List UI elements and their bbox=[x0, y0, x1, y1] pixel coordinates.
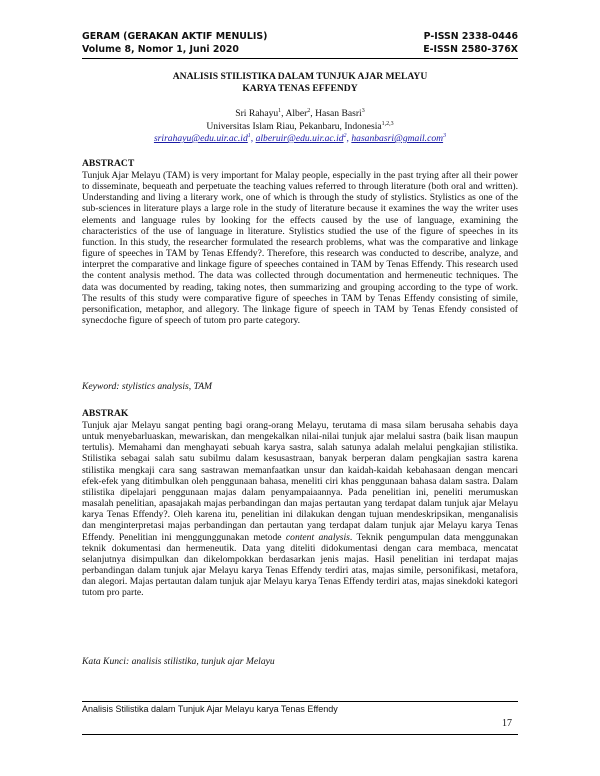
email-link-2[interactable]: alberuir@edu.uir.ac.id bbox=[255, 133, 344, 144]
abstract-body: Tunjuk Ajar Melayu (TAM) is very important for Malay people, especially in the past trying after all their power to disseminate, bequeath and perpetuate the teaching values referred to through literature (both oral and written). Understanding and living a literary work, one of which is through the study of stylistics. Stylistics as one of the sub-sciences in literature plays a large role in the study of literature because it examines the way the writer uses elements and language rules by looking for the effects caused by the use of language, examining the characteristics of the use of language in literature. Stylistics studied the use of the figure of speeches in its function. In this study, the researcher formulated the research problems, what was the comparative and linkage figure of speeches in TAM by Tenas Effendy?. Therefore, this research was conducted to describe, analyze, and interpret the comparative and linkage figure of speeches contained in TAM by Tenas Effendy. This research used the content analysis method. The data was collected through documentation and hermeneutic techniques. The data was documented by reading, taking notes, then summarizing and grouping according to the type of work. The results of this study were comparative figure of speeches in TAM by Tenas Effendy consisting of simile, personification, metaphor, and allegory. The linkage figure of speech in TAM by Tenas Efendy consisted of synecdoche figure of speech of tutom pro parte category. bbox=[82, 170, 518, 327]
abstrak-text-a: Tunjuk ajar Melayu sangat penting bagi orang-orang Melayu, terutama di masa silam berusaha sehabis daya untuk menyebarluaskan, mewariskan, dan mengekalkan nilai-nilai tunjuk ajar melalui sastra (baik lisan maupun tertulis). Memahami dan menghayati sebuah karya sastra, salah satunya adalah melalui pengkajian stilistika. Stilistika sebagai salah satu subilmu dalam kesusastraan, banyak berperan dalam pengkajian sastra karena stilistika mengkaji cara sang sastrawan memanfaatkan unsur dan kaidah-kaidah kebahasaan dengan mencari efek-efek yang ditimbulkan oleh penggunaan bahasa, meneliti ciri khas penggunaan bahasa dalam sastra. Dalam stilistika dipelajari penggunaan majas dalam penyampaiaannya. Pada penelitian ini, peneliti merumuskan masalah penelitian, apasajakah majas perbandingan dan majas pertautan yang terdapat dalam tunjuk ajar Melayu karya Tenas Effendy?. Oleh karena itu, penelitian ini dilakukan dengan tujuan mendeskripsikan, menganalisis dan menginterpretasi majas perbandingan dan pertautan yang terdapat dalam tunjuk ajar Melayu karya Tenas Effendy. Penelitian ini menggunggunakan metode bbox=[82, 420, 518, 543]
abstract-keywords: Keyword: stylistics analysis, TAM bbox=[82, 381, 213, 392]
abstrak-text-italic: content analysis bbox=[285, 531, 350, 543]
paper-title bbox=[82, 71, 518, 95]
author-2: Alber bbox=[285, 108, 308, 119]
author-3: Hasan Basri bbox=[315, 108, 362, 119]
journal-header bbox=[82, 30, 518, 56]
author-1: Sri Rahayu bbox=[235, 108, 279, 119]
footer-bottom-divider bbox=[82, 734, 518, 735]
journal-name: GERAM (GERAKAN AKTIF MENULIS) bbox=[82, 31, 268, 42]
author-1-sup: 1 bbox=[278, 107, 282, 114]
email-link-3[interactable]: hasanbasri@gmail.com bbox=[351, 133, 444, 144]
abstrak-heading: ABSTRAK bbox=[82, 408, 129, 419]
email-list: $srirahayu@edu.uir.ac.id^1$, $alberuir@edu.uir.ac.id^2$, hasanbasri@gmail.com$^3$ bbox=[153, 132, 447, 144]
author-names: Sri Rahayu$^1$, Alber$^2$, Hasan Basri$^3$ bbox=[235, 107, 365, 119]
abstrak-text-b: . Teknik pengumpulan data menggunakan teknik dokumentasi dan hermeneutik. Data yang diteliti didokumentasi dengan cara membaca, mencatat selanjutnya disimpulkan dan dikelompokkan berdasarkan jenis majas. Hasil penelitian ini terdapat majas perbandingan dalam tunjuk ajar Melayu karya Tenas Effendy terdiri atas, majas simile, personifikasi, metafora, dan alegori. Majas pertautan dalam tunjuk ajar Melayu karya Tenas Effendy terdiri atas, majas sinekdoki kategori tutom pro parte. bbox=[82, 531, 518, 599]
e-issn: E-ISSN 2580-376X bbox=[423, 44, 518, 55]
email-3-sup: 3 bbox=[443, 132, 447, 139]
email-link-1[interactable]: srirahayu@edu.uir.ac.id bbox=[153, 133, 248, 144]
affiliation-sup: 1,2,3 bbox=[381, 120, 394, 127]
running-title: Analisis Stilistika dalam Tunjuk Ajar Melayu karya Tenas Effendy bbox=[82, 704, 338, 714]
affiliation bbox=[82, 121, 518, 134]
author-block bbox=[82, 108, 518, 146]
affiliation-text: Universitas Islam Riau, Pekanbaru, Indonesia bbox=[206, 120, 382, 132]
header-divider bbox=[82, 58, 518, 59]
author-2-sup: 2 bbox=[307, 107, 311, 114]
title-line-1: ANALISIS STILISTIKA DALAM TUNJUK AJAR MELAYU bbox=[172, 71, 428, 82]
title-line-2: KARYA TENAS EFFENDY bbox=[242, 83, 358, 94]
footer-divider bbox=[82, 701, 518, 702]
journal-volume: Volume 8, Nomor 1, Juni 2020 bbox=[82, 44, 239, 55]
abstrak-body bbox=[82, 420, 518, 599]
p-issn: P-ISSN 2338-0446 bbox=[423, 31, 518, 42]
abstrak-keywords: Kata Kunci: analisis stilistika, tunjuk ajar Melayu bbox=[82, 656, 275, 667]
email-2-sup: 2 bbox=[343, 132, 347, 139]
email-1-sup: 1 bbox=[247, 132, 251, 139]
author-3-sup: 3 bbox=[361, 107, 365, 114]
page-number: 17 bbox=[502, 718, 512, 729]
abstract-heading: ABSTRACT bbox=[82, 158, 135, 169]
